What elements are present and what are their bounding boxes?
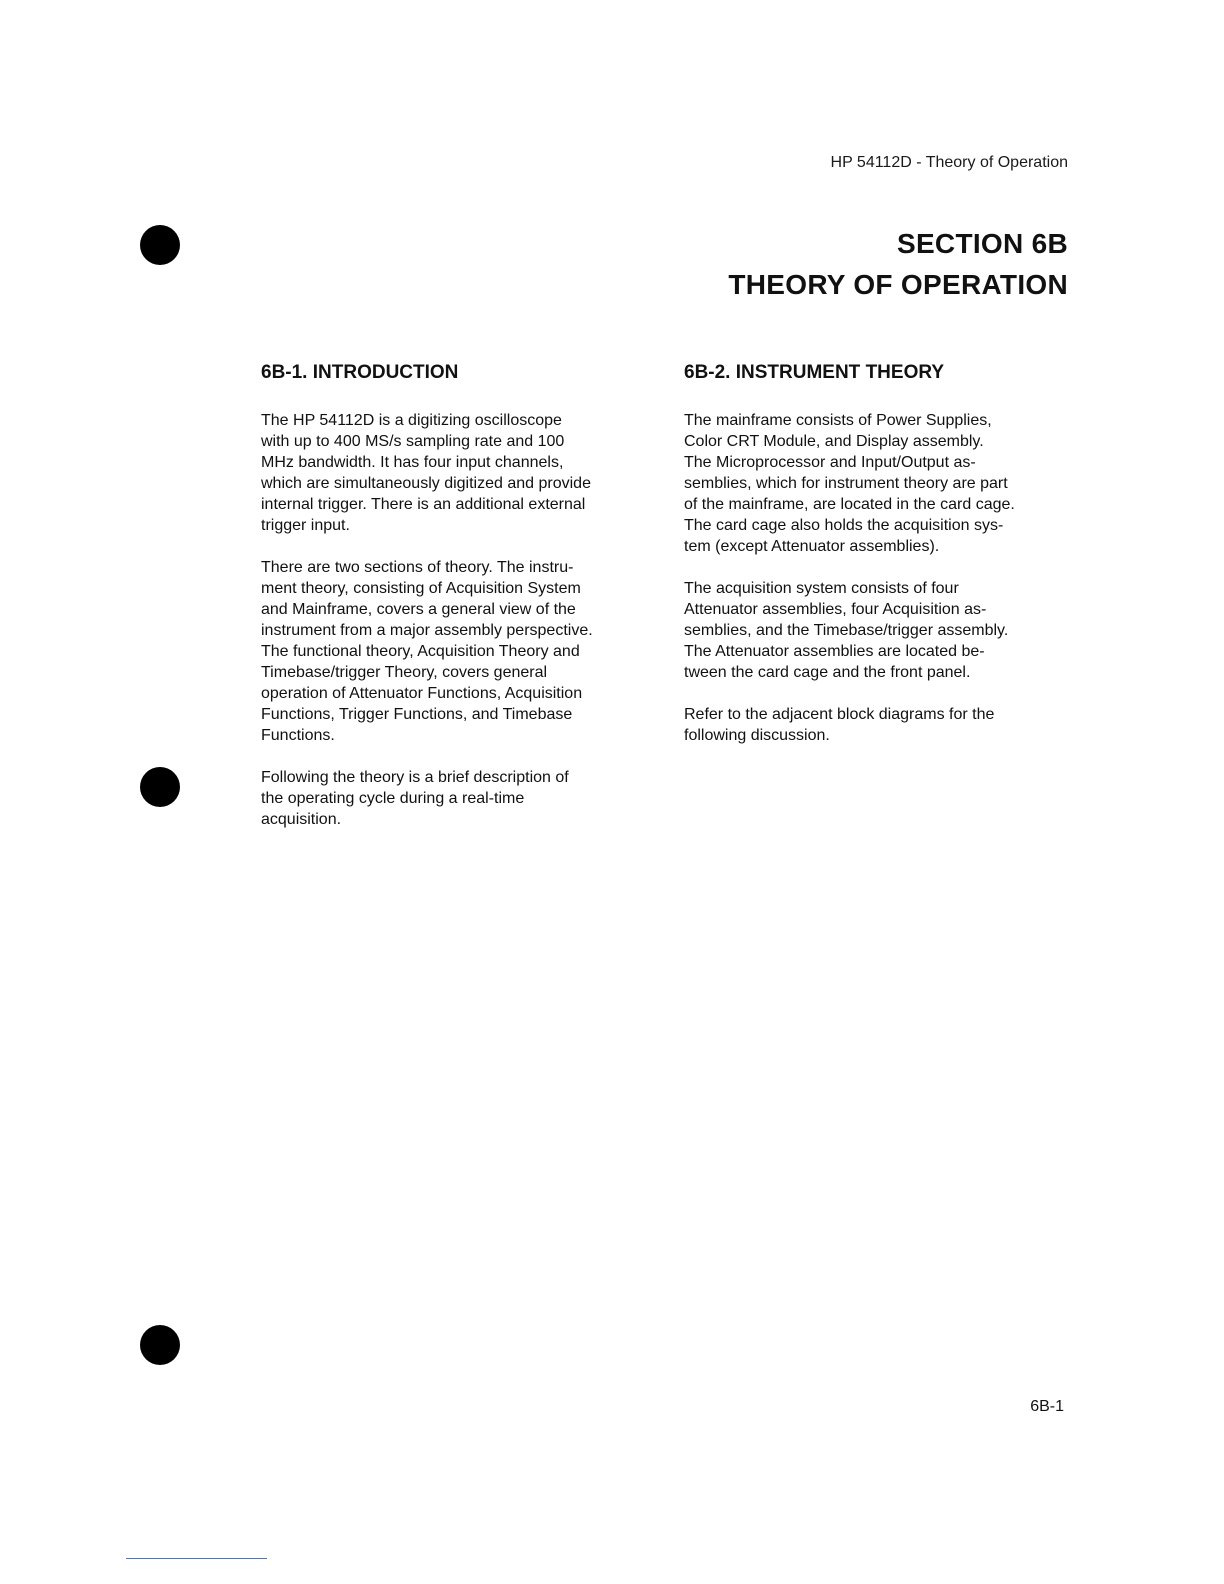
introduction-paragraph: There are two sections of theory. The instru- ment theory, consisting of Acquisition System and Mainframe, covers a general view of the instrument from a major assembly perspective. The functional theory, Acquisition Theory and Timebase/trigger Theory, covers general operation of Attenuator Functions, Acquisition Functions, Trigger Functions, and Timebase Functions. [261, 559, 593, 744]
punch-hole [140, 225, 180, 265]
introduction-column [261, 361, 656, 851]
scan-artifact-line [126, 1558, 267, 1559]
instrument-theory-paragraph: The acquisition system consists of four Attenuator assemblies, four Acquisition as- semblies, and the Timebase/trigger assembly. The Attenuator assemblies are located be- tween the card cage and the front panel. [684, 580, 1009, 681]
instrument-theory-heading: 6B-2. INSTRUMENT THEORY [684, 362, 945, 383]
section-number: SECTION 6B [896, 228, 1068, 259]
punch-hole [140, 767, 180, 807]
page-number: 6B-1 [1030, 1398, 1064, 1415]
punch-hole [140, 1325, 180, 1365]
introduction-heading: 6B-1. INTRODUCTION [261, 362, 459, 383]
introduction-paragraph: The HP 54112D is a digitizing oscilloscope with up to 400 MS/s sampling rate and 100 MHz bandwidth. It has four input channels, which are simultaneously digitized and provide internal trigger. There is an additional external trigger input. [261, 412, 591, 534]
introduction-paragraph: Following the theory is a brief description of the operating cycle during a real-time acquisition. [261, 769, 569, 828]
running-header: HP 54112D - Theory of Operation [830, 154, 1068, 171]
instrument-theory-paragraph: Refer to the adjacent block diagrams for the following discussion. [684, 706, 995, 744]
instrument-theory-column [684, 361, 1079, 767]
section-title: THEORY OF OPERATION [728, 269, 1068, 300]
instrument-theory-paragraph: The mainframe consists of Power Supplies, Color CRT Module, and Display assembly. The Microprocessor and Input/Output as- semblies, which for instrument theory are part of the mainframe, are located in the card cage. The card cage also holds the acquisition sys- tem (except Attenuator assemblies). [684, 412, 1015, 555]
